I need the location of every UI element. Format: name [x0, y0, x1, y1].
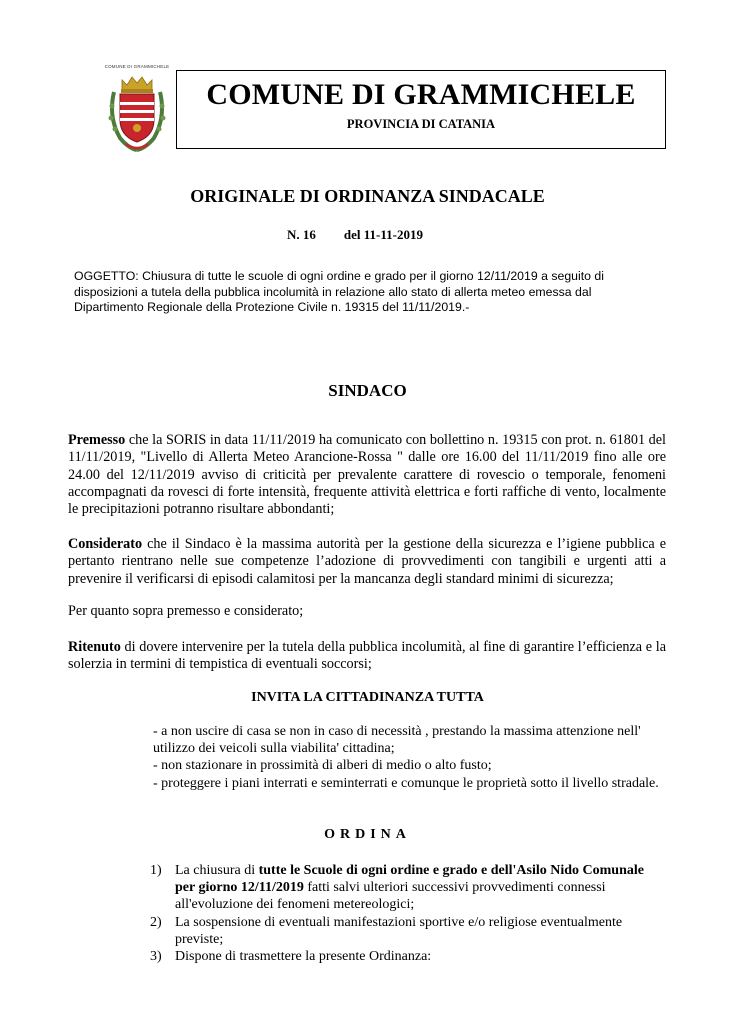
section-heading-sindaco: SINDACO — [328, 381, 407, 400]
crest — [100, 64, 174, 154]
document-number-line — [287, 227, 423, 243]
keyword-considerato: Considerato — [68, 536, 143, 552]
list-item: - non stazionare in prossimità di alberi di medio o alto fusto; — [153, 758, 492, 774]
crest-caption: COMUNE DI GRAMMICHELE — [104, 64, 170, 69]
list-item: - a non uscire di casa se non in caso di necessità , prestando la massima attenzione nell' utilizzo dei veicoli sulla viabilita' cittadina; — [153, 724, 641, 757]
list-item: - proteggere i piani interrati e seminterrati e comunque le proprietà sotto il livello stradale. — [153, 775, 659, 791]
invita-list — [153, 723, 663, 792]
paragraph-per-quanto: Per quanto sopra premesso e considerato; — [68, 603, 304, 619]
list-item-number: 2) — [150, 914, 162, 930]
document-title: ORIGINALE DI ORDINANZA SINDACALE — [190, 186, 545, 206]
list-item-text: La sospensione di eventuali manifestazioni sportive e/o religiose eventualmente previste; — [175, 914, 623, 947]
keyword-premesso: Premesso — [68, 432, 126, 448]
keyword-ritenuto: Ritenuto — [68, 639, 121, 655]
list-item-number: 1) — [150, 863, 162, 878]
list-item-text-end: fatti salvi ulteriori successivi provvedimenti connessi all'evoluzione dei fenomeni metereologici; — [175, 880, 606, 913]
coat-of-arms-icon — [106, 72, 168, 152]
subject-paragraph: OGGETTO: Chiusura di tutte le scuole di ogni ordine e grado per il giorno 12/11/2019 a seguito di disposizioni a tutela della pubblica incolumità in relazione allo stato di allerta meteo emessa dal Dipartimento Regionale della Protezione Civile n. 19315 del 11/11/2019.- — [74, 269, 604, 314]
paragraph-premesso — [68, 432, 666, 518]
paragraph-considerato — [68, 536, 666, 588]
list-item — [150, 914, 665, 948]
ordina-list — [150, 862, 665, 965]
text-considerato: che il Sindaco è la massima autorità per la gestione della sicurezza e l’igiene pubblica e pertanto rientrano nelle sue competenze l’adozione di provvedimenti con tangibili e urgenti atti a prevenire il verificarsi di episodi calamitosi per la mancanza degli standard minimi di sicurezza; — [68, 536, 666, 587]
list-item-number: 3) — [150, 949, 162, 965]
list-item-text: La chiusura di — [175, 863, 259, 878]
list-item — [150, 948, 665, 965]
text-premesso: che la SORIS in data 11/11/2019 ha comunicato con bollettino n. 19315 con prot. n. 61801 del 11/11/2019, "Livello di Allerta Meteo Arancione-Rossa " dalle ore 16.00 del 11/11/2019 fino alle ore 24.00 del 12/11/2019 avviso di criticità per prevalente carattere di rovescio o temporale, fenomeni accompagnati da rovesci di forte intensità, frequente attività elettrica e forti raffiche di vento, localmente le precipitazioni potranno risultare abbondanti; — [68, 432, 666, 518]
municipality-title: COMUNE DI GRAMMICHELE — [206, 78, 636, 111]
paragraph-ritenuto — [68, 639, 666, 674]
list-item-bold-text: tutte le Scuole di ogni ordine e grado e dell'Asilo Nido Comunale per giorno 12/11/2019 — [175, 863, 644, 896]
list-item — [150, 862, 665, 914]
document-number: N. 16 — [287, 227, 316, 242]
list-item-text: Dispone di trasmettere la presente Ordinanza: — [175, 949, 432, 965]
province-subtitle: PROVINCIA DI CATANIA — [346, 117, 496, 131]
text-ritenuto: di dovere intervenire per la tutela della pubblica incolumità, al fine di garantire l’efficienza e la solerzia in termini di tempistica di eventuali soccorsi; — [68, 639, 666, 673]
section-heading-ordina: ORDINA — [324, 827, 411, 842]
section-heading-invita: INVITA LA CITTADINANZA TUTTA — [251, 690, 484, 705]
header-box — [176, 70, 666, 149]
document-date: del 11-11-2019 — [343, 227, 423, 242]
